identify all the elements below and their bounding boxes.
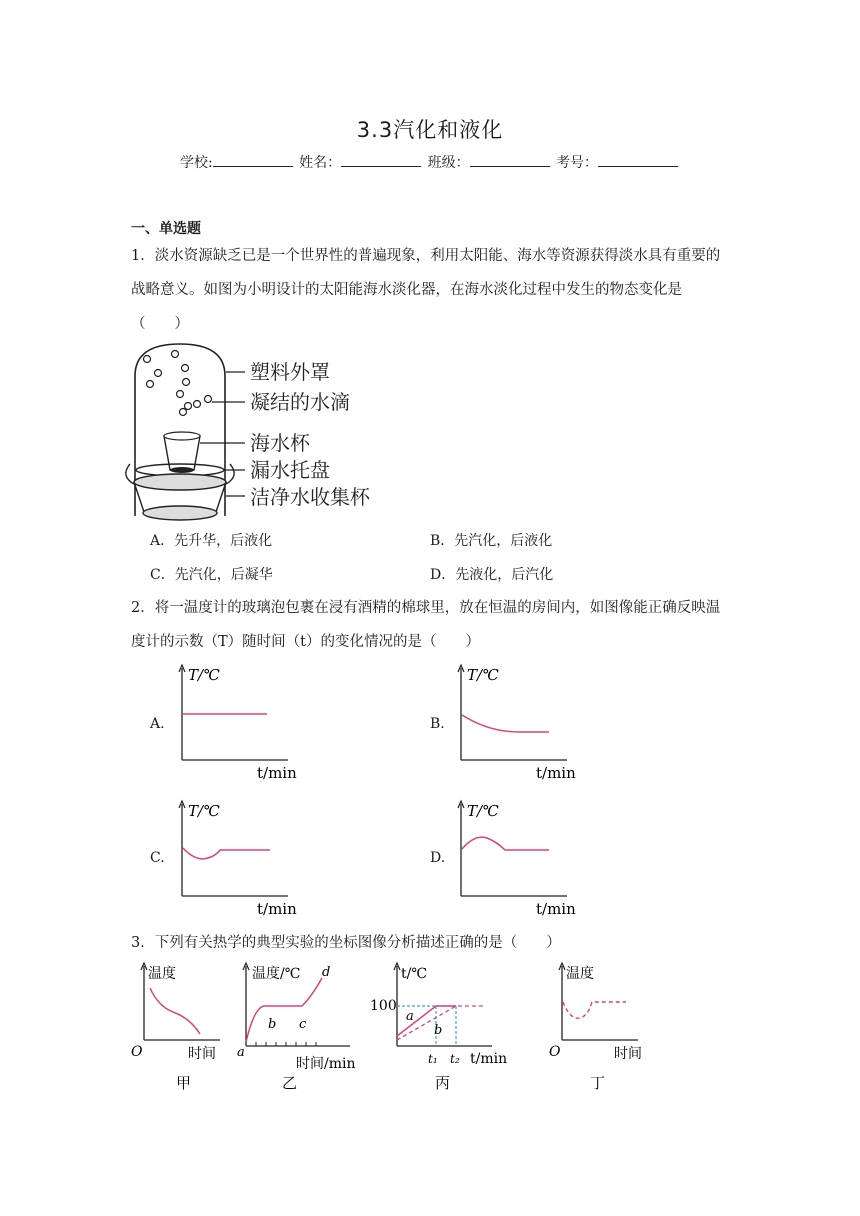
name-blank[interactable] — [341, 154, 421, 167]
svg-text:t/min: t/min — [536, 900, 576, 918]
svg-text:t/min: t/min — [536, 764, 576, 782]
q3-graph-bing — [366, 960, 516, 1095]
svg-text:a: a — [237, 1045, 245, 1060]
svg-text:温度: 温度 — [566, 966, 594, 982]
curve — [150, 988, 200, 1034]
q2-option-b[interactable]: B. — [430, 716, 445, 732]
label-condensed-drops: 凝结的水滴 — [250, 390, 350, 414]
svg-text:t/min: t/min — [470, 1051, 508, 1067]
svg-text:温度: 温度 — [148, 966, 176, 982]
section-heading: 一、单选题 — [131, 221, 201, 237]
svg-text:c: c — [299, 1017, 307, 1032]
svg-text:t/℃: t/℃ — [401, 966, 428, 982]
q1-option-d[interactable]: D．先液化，后汽化 — [430, 567, 554, 583]
q1-option-c[interactable]: C．先汽化，后凝华 — [150, 567, 273, 583]
svg-text:t/min: t/min — [257, 764, 297, 782]
exam-no-label: 考号： — [556, 155, 599, 171]
page-title: 3.3汽化和液化 — [356, 118, 504, 142]
q3-graph-ding — [546, 960, 656, 1095]
exam-no-blank[interactable] — [598, 154, 678, 167]
caption-yi: 乙 — [282, 1074, 298, 1092]
caption-jia: 甲 — [176, 1074, 192, 1092]
q3-graph-yi — [232, 960, 362, 1095]
caption-bing: 丙 — [435, 1074, 451, 1092]
q2-option-d[interactable]: D. — [430, 850, 446, 866]
q2-graph-d — [449, 796, 579, 921]
svg-text:t₂: t₂ — [450, 1052, 460, 1066]
label-plastic-cover: 塑料外罩 — [250, 360, 330, 384]
svg-text:时间/min: 时间/min — [296, 1056, 356, 1072]
caption-ding: 丁 — [590, 1074, 606, 1092]
svg-text:T/℃: T/℃ — [188, 666, 220, 684]
svg-text:时间: 时间 — [614, 1046, 642, 1062]
label-leaking-tray: 漏水托盘 — [250, 458, 330, 482]
q2-graph-a — [170, 660, 300, 785]
svg-text:T/℃: T/℃ — [467, 666, 499, 684]
q3-graph-jia — [128, 960, 238, 1095]
svg-text:时间: 时间 — [188, 1046, 216, 1062]
question-3-text: 3．下列有关热学的典型实验的坐标图像分析描述正确的是（ ） — [131, 935, 561, 951]
curve — [462, 715, 549, 732]
svg-text:O: O — [131, 1044, 143, 1060]
svg-text:O: O — [549, 1044, 561, 1060]
q2-graph-c — [170, 796, 300, 921]
curve — [183, 848, 270, 859]
svg-text:a: a — [406, 1009, 414, 1024]
svg-text:d: d — [322, 965, 331, 980]
school-label: 学校: — [179, 155, 213, 171]
solar-desalinator-figure — [120, 336, 410, 526]
svg-text:b: b — [268, 1017, 277, 1032]
student-info-row — [0, 152, 860, 172]
q2-graph-b — [449, 660, 579, 785]
q2-option-c[interactable]: C. — [150, 850, 165, 866]
name-label: 姓名： — [299, 155, 342, 171]
svg-text:t/min: t/min — [257, 900, 297, 918]
svg-text:b: b — [434, 1023, 443, 1038]
svg-text:100: 100 — [370, 998, 397, 1014]
curve — [563, 1002, 626, 1018]
label-clean-water-cup: 洁净水收集杯 — [250, 485, 370, 509]
svg-text:温度/℃: 温度/℃ — [252, 966, 301, 982]
svg-text:T/℃: T/℃ — [188, 802, 220, 820]
svg-text:T/℃: T/℃ — [467, 802, 499, 820]
q1-option-a[interactable]: A．先升华，后液化 — [150, 533, 273, 549]
svg-text:t₁: t₁ — [428, 1052, 438, 1066]
class-blank[interactable] — [470, 154, 550, 167]
question-1-text: 1．淡水资源缺乏已是一个世界性的普遍现象，利用太阳能、海水等资源获得淡水具有重要的战略意义。如图为小明设计的太阳能海水淡化器，在海水淡化过程中发生的物态变化是（ ） — [131, 248, 721, 332]
question-2-text: 2．将一温度计的玻璃泡包裹在浸有酒精的棉球里，放在恒温的房间内，如图像能正确反映温度计的示数（T）随时间（t）的变化情况的是（ ） — [131, 600, 721, 650]
label-seawater-cup: 海水杯 — [250, 431, 310, 455]
school-blank[interactable] — [213, 154, 293, 167]
q2-option-a[interactable]: A. — [150, 716, 165, 732]
q1-option-b[interactable]: B．先汽化，后液化 — [430, 533, 553, 549]
curve — [462, 837, 549, 850]
class-label: 班级： — [427, 155, 470, 171]
curve — [246, 978, 322, 1042]
